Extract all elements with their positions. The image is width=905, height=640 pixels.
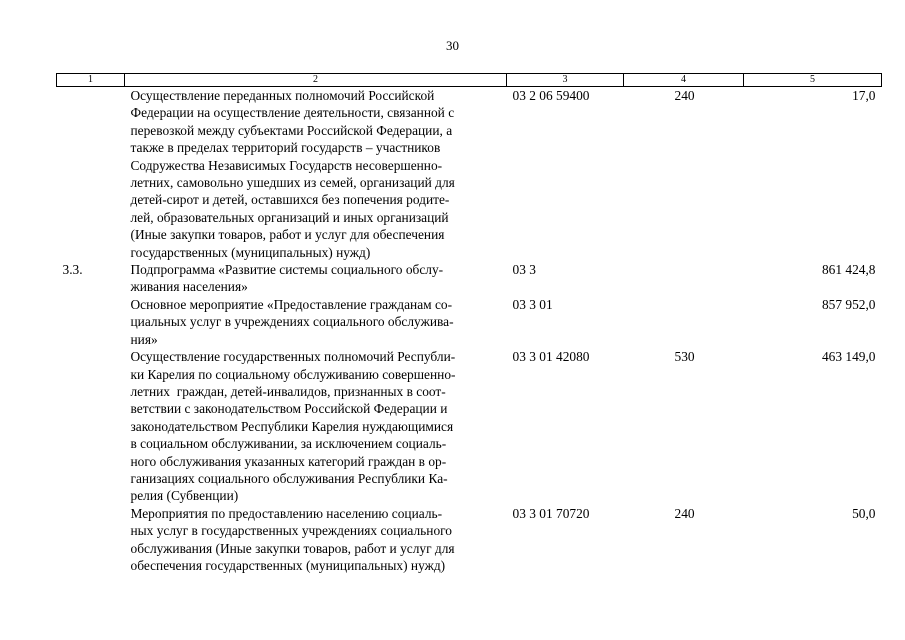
amount: 857 952,0 — [821, 296, 876, 312]
row-description — [125, 261, 507, 296]
description-line: летних граждан, детей-инвалидов, признанных в соот- — [130, 383, 446, 399]
column-header-1: 1 — [57, 74, 125, 87]
target-article-code: 03 2 06 59400 — [512, 88, 590, 103]
column-header-5: 5 — [744, 74, 882, 87]
description-line: законодательством Республики Карелия нуждающимися — [130, 418, 454, 434]
column-header-3: 3 — [507, 74, 624, 87]
description-line: обеспечения государственных (муниципальных) нужд) — [130, 557, 446, 573]
description-line: летних, самовольно ушедших из семей, организаций для — [130, 175, 455, 191]
table-row — [57, 505, 882, 575]
page-number: 30 — [446, 38, 459, 53]
expense-type-code — [624, 296, 744, 348]
description-line: циальных услуг в учреждениях социального обслужива- — [130, 314, 454, 330]
row-number: 3.3. — [62, 262, 83, 278]
expense-type-code: 240 — [674, 505, 695, 521]
description-line: детей-сирот и детей, оставшихся без попечения родите- — [130, 192, 450, 208]
description-line: лей, образовательных организаций и иных организаций — [130, 209, 449, 225]
row-number — [57, 87, 125, 262]
target-article-code: 03 3 01 — [512, 296, 553, 312]
description-line: также в пределах территорий государств – участников — [130, 140, 441, 156]
table-body — [57, 87, 882, 575]
column-header-2: 2 — [125, 74, 507, 87]
description-line: ных услуг в государственных учреждениях социального — [130, 523, 452, 539]
description-line: ветствии с законодательством Российской Федерации и — [130, 401, 448, 417]
row-description — [125, 296, 507, 348]
description-line: Федерации на осуществление деятельности, связанной с — [130, 105, 455, 121]
amount: 50,0 — [852, 505, 876, 521]
description-line: ния» — [130, 331, 158, 347]
expense-type-code — [624, 261, 744, 296]
row-description — [125, 348, 507, 505]
description-line: государственных (муниципальных) нужд) — [130, 244, 371, 260]
description-line: Осуществление переданных полномочий Российской — [130, 88, 435, 103]
amount: 861 424,8 — [821, 262, 876, 278]
target-article-code: 03 3 01 42080 — [512, 349, 590, 365]
row-number — [57, 348, 125, 505]
amount: 17,0 — [852, 88, 876, 103]
description-line: в социальном обслуживании, за исключением социаль- — [130, 436, 447, 452]
amount: 463 149,0 — [821, 349, 876, 365]
description-line: Основное мероприятие «Предоставление гражданам со- — [130, 296, 453, 312]
table-row — [57, 87, 882, 262]
description-line: обслуживания (Иные закупки товаров, работ и услуг для — [130, 540, 455, 556]
description-line: ки Карелия по социальному обслуживанию совершенно- — [130, 366, 456, 382]
description-line: Подпрограмма «Развитие системы социального обслу- — [130, 262, 444, 278]
budget-table — [56, 73, 882, 574]
description-line: ного обслуживания указанных категорий граждан в ор- — [130, 453, 447, 469]
row-number — [57, 505, 125, 575]
target-article-code: 03 3 01 70720 — [512, 505, 590, 521]
description-line: Содружества Независимых Государств несовершенно- — [130, 157, 443, 173]
row-description — [125, 505, 507, 575]
row-description — [125, 87, 507, 262]
table-row — [57, 296, 882, 348]
table-row — [57, 261, 882, 296]
target-article-code: 03 3 — [512, 262, 536, 278]
description-line: (Иные закупки товаров, работ и услуг для обеспечения — [130, 227, 445, 243]
expense-type-code: 240 — [674, 88, 695, 103]
table-header — [57, 74, 882, 87]
description-line: живания населения» — [130, 279, 248, 295]
description-line: перевозкой между субъектами Российской Федерации, а — [130, 122, 453, 138]
description-line: Осуществление государственных полномочий Республи- — [130, 349, 456, 365]
expense-type-code: 530 — [674, 349, 695, 365]
table-row — [57, 348, 882, 505]
description-line: релия (Субвенции) — [130, 488, 239, 504]
description-line: ганизациях социального обслуживания Республики Ка- — [130, 470, 448, 486]
description-line: Мероприятия по предоставлению населению социаль- — [130, 505, 443, 521]
column-header-4: 4 — [624, 74, 744, 87]
row-number — [57, 296, 125, 348]
